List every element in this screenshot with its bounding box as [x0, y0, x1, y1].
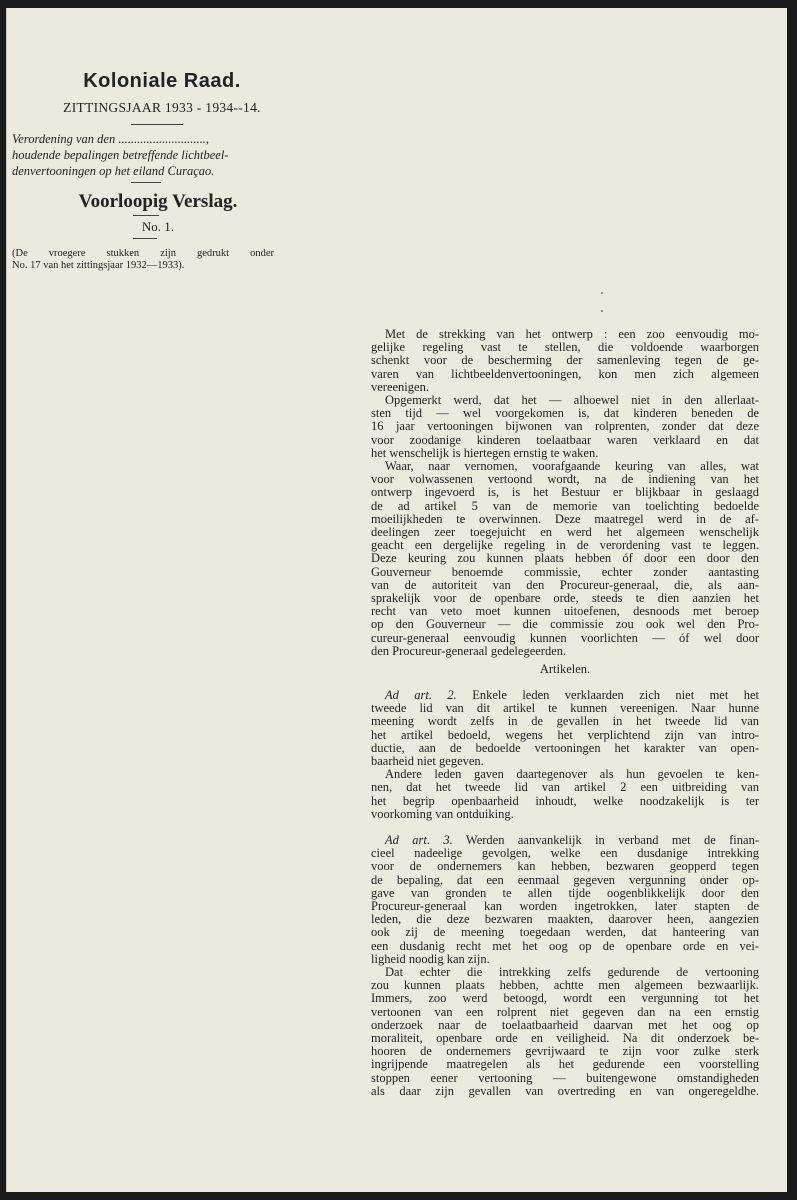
text-line: ligheid noodig kan zijn. [371, 951, 490, 966]
text-line: cieel nadeelige gevolgen, welke een dusdanige intrekking [371, 846, 759, 861]
text-line: voor volwassenen vertoond wordt, na de indiening van het [371, 472, 759, 487]
subject-line: denvertooningen op het eiland Curaçao. [12, 164, 215, 178]
text-line: op den Gouverneur — die commissie zou ook wel den Pro- [371, 617, 759, 632]
subject-line: houdende bepalingen betreffende lichtbeel- [12, 148, 229, 162]
paragraph [371, 689, 759, 768]
text-line: ductie, aan de bedoelde vertooningen het karakter van open- [371, 740, 759, 755]
text-line: voorkoming van ontduiking. [371, 806, 514, 821]
text-line: recht van veto moet kunnen uitoefenen, desnoods met beroep [371, 604, 759, 619]
text-line: sprakelijk voor de openbare orde, steeds te dien aanzien het [371, 591, 759, 606]
council-title: Koloniale Raad. [83, 70, 241, 92]
article-label: Ad art. 3. [385, 833, 453, 847]
text-line: meening wordt zelfs in de gevallen in het tweede lid van [371, 714, 759, 729]
paragraph [371, 460, 759, 658]
report-number: No. 1. [141, 219, 175, 234]
text-line: geacht een dergelijke regeling in de verordening vast te leggen. [371, 538, 759, 553]
text-line: nen, dat het tweede lid van artikel 2 een uitbreiding van [371, 780, 759, 795]
divider-mid [131, 182, 161, 183]
text-line: Immers, zoo werd betoogd, wordt een vergunning tot het [371, 991, 759, 1006]
paragraph [371, 768, 759, 821]
note-line: No. 17 van het zittingsjaar 1932—1933). [12, 260, 185, 271]
text-line: van de autoriteit van den Procureur-generaal, die, als aan- [371, 577, 759, 592]
text-line: voor zoodanige kinderen toelaatbaar waren verklaard en dat [371, 432, 759, 447]
paragraph [371, 394, 759, 460]
text-line: ontwerp ingevoerd is, is het Bestuur er blijkbaar in geslaagd [371, 485, 759, 500]
text-line: onderzoek naar de toelaatbaarheid daarvan met het oog op [371, 1017, 759, 1032]
text-line: den Procureur-generaal gedelegeerden. [371, 643, 567, 658]
text-line: gelijke regeling vast te stellen, die voldoende waarborgen [371, 340, 759, 355]
text-line: tweede lid van dit artikel te kunnen vereenigen. Naar hunne [371, 701, 759, 716]
paragraph [371, 966, 759, 1098]
subject-line: Verordening van den ............................, [12, 132, 209, 146]
text-line: voor de ondernemers kan hebben, bezwaren geopperd tegen [371, 859, 759, 874]
text-line: ingrijpende maatregelen als het gedurende een voorstelling [371, 1057, 759, 1072]
text-line: sten tijd — wel voorgekomen is, dat kinderen beneden de [371, 406, 759, 421]
text-line: de ad artikel 5 van de memorie van toelichting bedoelde [371, 498, 759, 513]
text-line: moeilijkheden te overwinnen. Deze maatregel werd in de af- [371, 511, 759, 526]
document-page [6, 8, 787, 1192]
text-line: Andere leden gaven daartegenover als hun gevoelen te ken- [385, 767, 759, 782]
text-line: als daar zijn gevallen van overtreding en van ongeregeldhe. [371, 1083, 759, 1098]
text-line: Gouverneur benoemde commissie, echter zonder aantasting [371, 564, 759, 579]
article-label: Ad art. 2. [385, 688, 457, 702]
text-line: deelingen zeer toegejuicht en werd het algemeen wenschelijk [371, 525, 759, 540]
text-fragment: Werden aanvankelijk in verband met de finan- [465, 833, 759, 847]
text-line: Met de strekking van het ontwerp : een zoo eenvoudig mo- [385, 327, 759, 341]
text-line: het artikel bedoeld, wegens het verplichtend zijn van intro- [371, 727, 759, 742]
note-line: (De vroegere stukken zijn gedrukt onder [12, 248, 274, 259]
text-line: Procureur-generaal kan worden ingetrokken, later stapten de [371, 899, 759, 914]
text-line: 16 jaar vertooningen bijwonen van rolprenten, zonder dat deze [371, 419, 759, 434]
text-line: vertoonen van een rolprent niet gegeven dan na een ernstig [371, 1004, 759, 1019]
text-line: Waar, naar vernomen, voorafgaande keuring van alles, wat [385, 459, 759, 474]
text-line: ook zij de meening toegedaan werden, dat hanteering van [371, 925, 759, 940]
text-line: Opgemerkt werd, dat het — alhoewel niet in den allerlaat- [385, 393, 759, 408]
text-line: moraliteit, openbare orde en veiligheid. Na dit onderzoek be- [371, 1031, 759, 1046]
text-line: een dusdanig recht met het oog op de openbare orde en vei- [371, 938, 759, 953]
article-3-section [371, 834, 759, 1098]
text-line: gave van gronden te allen tijde oogenblikkelijk door den [371, 885, 759, 900]
text-line: baarheid niet gegeven. [371, 754, 484, 769]
divider-report [133, 215, 159, 216]
paragraph [371, 328, 759, 394]
speck [601, 310, 603, 312]
divider-number [133, 238, 157, 239]
paragraph [371, 834, 759, 966]
prior-documents-note [12, 248, 274, 272]
text-line: schenkt voor de bescherming der samenleving tegen de ge- [371, 353, 759, 368]
article-2-section [371, 689, 759, 821]
text-line: vereenigen. [371, 379, 429, 394]
text-line: hooren de ondernemers gevrijwaard te zijn voor zulke sterk [371, 1044, 759, 1059]
text-line: Dat echter die intrekking zelfs gedurende de vertooning [385, 965, 759, 980]
text-line: cureur-generaal eenvoudig kunnen voorlichten — óf wel door [371, 630, 759, 645]
articles-heading: Artikelen. [539, 662, 591, 676]
text-line: leden, die deze bezwaren maakten, daarover heen, aangezien [371, 912, 759, 927]
ordinance-subject [12, 131, 274, 179]
report-title: Voorloopig Verslag. [78, 191, 238, 212]
speck [601, 292, 603, 294]
session-year: ZITTINGSJAAR 1933 - 1934--14. [63, 100, 261, 115]
text-line: varen van lichtbeeldenvertooningen, kon men zich algemeen [371, 366, 759, 381]
text-line: de bepaling, dat een eenmaal gegeven vergunning onder op- [371, 872, 759, 887]
text-line: stoppen eener vertooning — buitengewone omstandigheden [371, 1070, 759, 1085]
text-line: het wenschelijk is hiertegen ernstig te waken. [371, 445, 599, 460]
text-fragment: Enkele leden verklaarden zich niet met het [472, 688, 760, 702]
intro-paragraphs [371, 328, 759, 658]
text-line: het begrip openbaarheid inhoudt, welke noodzakelijk is ter [371, 793, 759, 808]
text-line: zou kunnen plaats hebben, achtte men algemeen bezwaarlijk. [371, 978, 759, 993]
divider-top [131, 124, 183, 125]
text-line: Deze keuring zou kunnen plaats hebben óf door een door den [371, 551, 759, 566]
